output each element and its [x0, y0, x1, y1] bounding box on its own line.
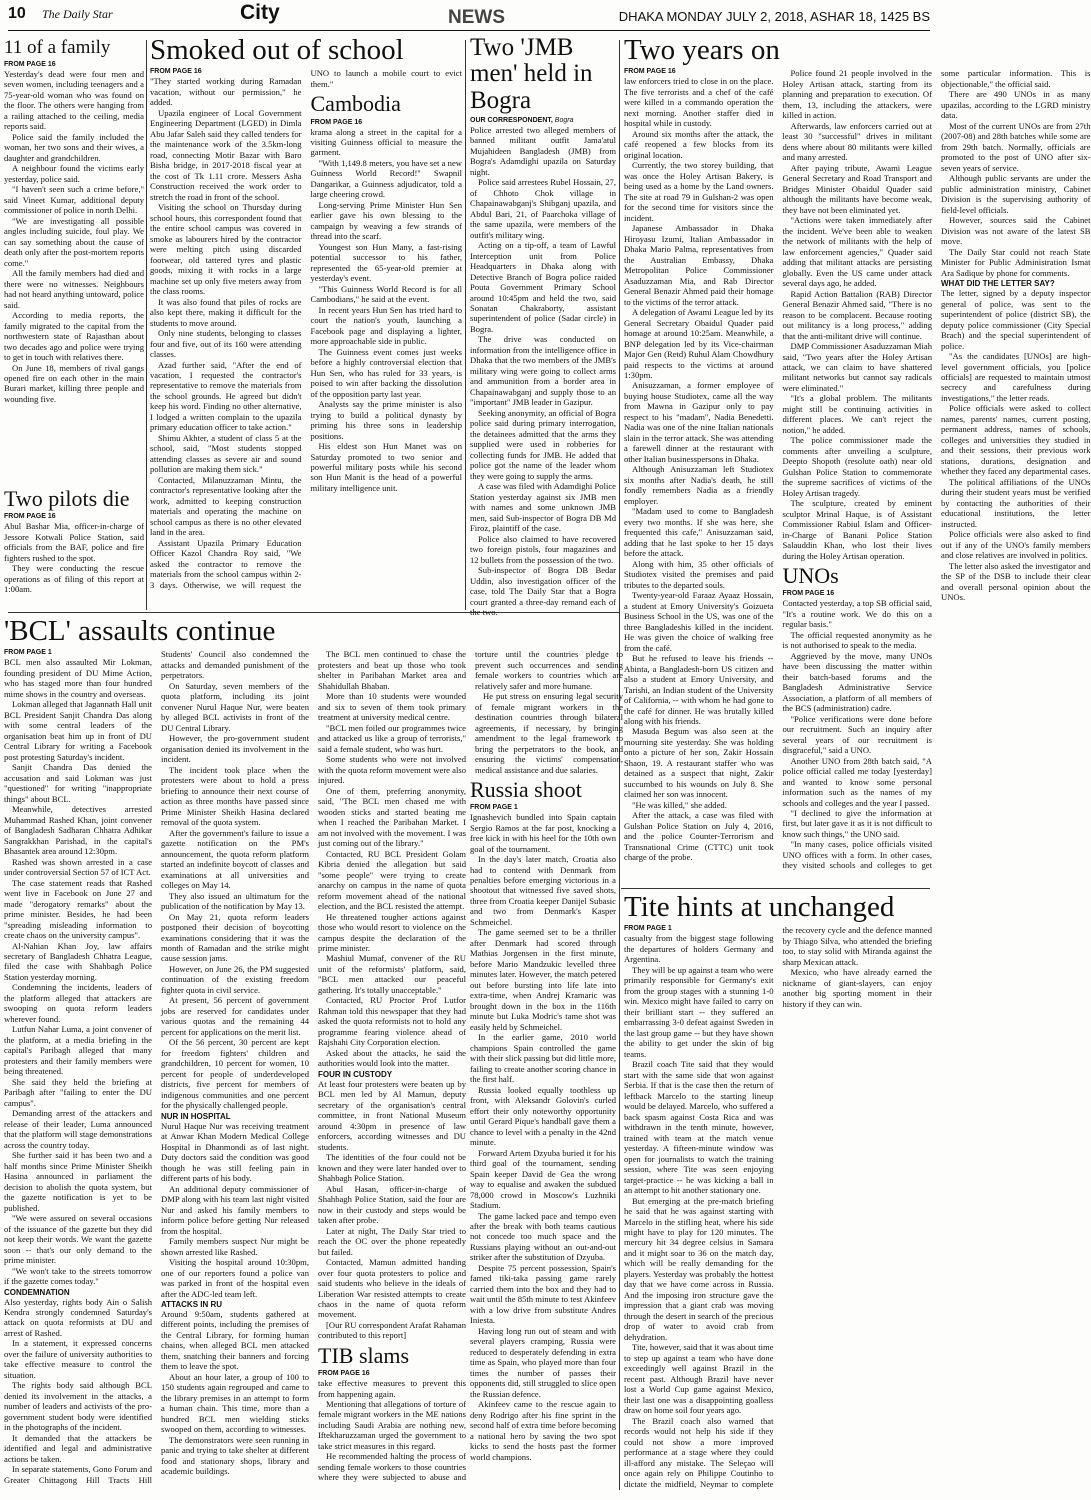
paragraph: Upazila engineer of Local Government Engineering Department (LGED) in Dimla Abu Jafar Saleh said they called tenders for the maintenance work of the 3.5km-long road, connecting Motir Bazar with Baro Bisha bridge, in 2017-2018 fiscal year at the cost of Tk 1.11 crore. Messers Asha Construction received the work order to stretch the road in front of the school.: [150, 107, 302, 202]
paragraph: Japanese Ambassador in Dhaka Hiroyasu Izumi, Italian Ambassador in Dhaka Mario Palma, representatives from the Australian Embassy, Dhaka Metropolitan Police Commissioner Asaduzzaman Mia, and Rab Director General Benazir Ahmed paid their homage to the victims of the terror attack.: [624, 223, 774, 307]
headline: Two pilots die: [4, 486, 130, 511]
paragraph: Family members suspect Nur might be shown arrested like Rashed.: [161, 1236, 309, 1257]
paragraph: Contacted, RU Proctor Prof Lutfor Rahman told this newspaper that they had asked the quota reformists not to hold any programme fearing violence ahead of Rajshahi City Corporation election.: [318, 995, 466, 1048]
subheading: WHAT DID THE LETTER SAY?: [941, 279, 1055, 289]
paragraph: Meanwhile, detectives arrested Muhammad Rashed Khan, joint convener of Bangladesh Sadharan Chhatra Adhikar Sangrakkhan Parishad, in the capital's Bhasantek area around 12:30pm.: [4, 804, 152, 857]
paragraph: DMP Commissioner Asaduzzaman Miah said, "Two years after the Holey Artisan attack, we can claim to have shattered militant networks but cannot say radicals were eliminated.": [782, 341, 932, 393]
paragraph: law enforcers tried to close in on the place. The five terrorists and a chef of the café were killed in a commando operation the next morning. Another staffer died in hospital while in custody.: [624, 76, 774, 129]
paragraph: About an hour later, a group of 100 to 150 students again regrouped and came to the library premises in an attempt to form a human chain. This time, more than a hundred BCL men wielding sticks swooped on them, according to witnesses.: [161, 1371, 309, 1435]
paragraph: The drive was conducted on information from the intelligence office in Dhaka that the two members of the JMB's military wing were going to collect arms and ammunition from a border area in Chapainawabganj and supply those to an "important" JMB leader in Gazipur.: [470, 334, 616, 408]
paragraph: Sanjit Chandra Das denied the accusation and said Lokman was just "questioned" for writing "inappropriate things" about BCL.: [4, 762, 152, 804]
paragraph: "In many cases, police officials visited UNO offices with a form. In other cases, they visited schools and colleges to get some particular information. This is objectionable," the official said.: [782, 68, 1091, 871]
paragraph: Currently, the two storey building, that was once the Holey Artisan Bakery, is being used as a home by the Land owners. The site at road 79 in Gulshan-2 was open for the second time for visitors since the incident.: [624, 160, 774, 223]
paragraph: Having long run out of steam and with several players cramping, Russia were reduced to desperately defending in extra time as Spain, who played more than four times the number of passes their opponents did, still struggled to slice open the Russian defence.: [470, 1325, 616, 1399]
paragraph: One of them, preferring anonymity, said, "The BCL men chased me with wooden sticks and started beating me when I reached the Paribahan Market. I am not involved with the movement. I was just coming out of the library.": [318, 785, 466, 849]
paragraph: "I haven't seen such a crime before," said Vineet Kumar, additional deputy commissioner of police in north Delhi.: [4, 184, 144, 216]
masthead: [8, 1, 930, 31]
paragraph: Rashed was shown arrested in a case under controversial Section 57 of ICT Act.: [4, 856, 152, 878]
paragraph: Only nine students, belonging to classes four and five, out of its 160 were attending classes.: [150, 328, 302, 360]
dateline: FROM PAGE 16: [318, 1370, 370, 1378]
paragraph: The identities of the four could not be known and they were later handed over to Shahbagh Police Station.: [318, 1152, 466, 1184]
paragraph: The case statement reads that Rashed went live in Facebook on June 27 and made "derogatory remarks" about the prime minister. Besides, he had been "spreading misleading information to create chaos on the university campus".: [4, 877, 152, 941]
paragraph: Condemning the incidents, leaders of the platform alleged that attackers are swooping on quota reform leaders wherever found.: [4, 982, 152, 1024]
paragraph: Masuda Begum was also seen at the mourning site yesterday. She was holding onto a picture of her son, Zakir Hossain Shaon, 19. A restaurant staffer who was detained as a suspect that night, Zakir succumbed to his wounds on July 8. She claimed her son was innocent.: [624, 726, 774, 800]
paragraph: On May 21, quota reform leaders postponed their decision of boycotting examinations considering that it was the month of Ramadan and the strike might cause session jams.: [161, 911, 309, 964]
paragraph: Tite, however, said that it was about time to step up against a team who have done exceedingly well against Brazil in the recent past. Although Brazil have never lost a World Cup game against Mexico, their last one was a disappointing goalless draw on home soil four years ago.: [624, 1342, 774, 1416]
paragraph: Police arrested two alleged members of banned militant outfit Jama'atul Mujahideen Bangladesh (JMB) from Bogra's Adamdighi upazila on Saturday night.: [470, 124, 616, 177]
paragraph: BCL men also assaulted Mir Lokman, founding president of DU Mime Action, who has staged more than four hundred mime shows in the country and overseas.: [4, 657, 152, 699]
paragraph: Later at night, The Daily Star tried to reach the OC over the phone repeatedly but failed.: [318, 1225, 466, 1257]
paragraph: Although Anisuzzaman left Studiotex six months after Nadia's death, he still fondly remembers Nadia as a friendly employer.: [624, 464, 774, 506]
story-tite-hints-at-unchanged: [624, 892, 932, 1494]
paragraph: Despite 75 percent possession, Spain's famed tiki-taka passing game rarely carried them into the box and they had to wait until the 85th minute to test Akinfeev with a low drive from substitute Andres Iniesta.: [470, 1262, 616, 1326]
paragraph: Mashiul Mumaf, convener of the RU unit of the reformists' platform, said, "BCL men attacked our peaceful gathering. It's totally unacceptable.": [318, 953, 466, 995]
dateline: FROM PAGE 16: [4, 513, 56, 521]
paragraph: But emerging at the pre-match briefing he said that he was against starting with Marcelo in the stifling heat, where his side might have to play for 120 minutes. The mercury hit 34 degree celsius in Samara and it might soar to 36 on the match day, which will be really demanding for the players. Yesterday was probably the hottest day that we have come across in Russia. And the imposing iron structure gave the impression that a giant crab was moving through the desert in search of the precious drop of water to avoid crab from dehydration.: [624, 1195, 774, 1342]
paragraph: Shimu Akhter, a student of class 5 at the school, said, "Most students stopped attending classes as severe air and sound pollution are making them sick.": [150, 432, 302, 475]
paragraph: "Police verifications were done before our recruitment. Such an inquiry after several years of our recruitment is disgraceful," said a UNO.: [782, 713, 932, 756]
paragraph: "They started working during Ramadan vacation, without our permission," he added.: [150, 76, 302, 108]
dateline: DHAKA MONDAY JULY 2, 2018, ASHAR 18, 1425 BS: [618, 9, 930, 24]
dateline: FROM PAGE 1: [4, 649, 52, 657]
paragraph: Most of the current UNOs are from 27th (2007-08) and 28th batches while some are from 29th batch. Normally, officials are promoted to the post of UNO after six-seven years of service.: [941, 120, 1091, 173]
paragraph: Mexico, who have already earned the nickname of giant-slayers, can enjoy another big sporting moment in their history if they can win.: [782, 967, 932, 1009]
section-title: City: [240, 1, 280, 24]
headline: Two 'JMB men' held in Bogra: [470, 34, 593, 114]
paragraph: More than 10 students were wounded and six to seven of them took primary treatment at university medical centre.: [318, 691, 466, 723]
paragraph: Rapid Action Battalion (RAB) Director General Benazir Ahmed said, "There is no reason to be complacent. Because rooting out militancy is a long process," adding that the anti-militant drive will continue.: [782, 288, 932, 341]
paragraph: krama along a street in the capital for a visiting Guinness official to measure the garment.: [310, 126, 462, 158]
story-body: [624, 68, 1091, 883]
paragraph: However, on June 26, the PM suggested continuation of the existing freedom fighter quota in civil service.: [161, 963, 309, 995]
paragraph: A delegation of Awami League led by its General Secretary Obaidul Quader paid homage at around 10:25am. Meanwhile, a BNP delegation led by its Vice-chairman Major Gen (Retd) Ruhul Alam Chowdhury paid respects to the victims at around 1:30pm.: [624, 307, 774, 380]
paragraph: Police officials were asked to collect names, parents' names, current posting, permanent address, names of schools, colleges and universities they studied in and their sessions, their previous work stations, durations, designation and whether they faced any departmental cases.: [941, 403, 1091, 477]
paragraph: At present, 56 percent of government jobs are reserved for candidates under various quotas and the remaining 44 percent for applications on the merit list.: [161, 995, 309, 1037]
paragraph: However, the pro-government student organisation denied its involvement in the incident.: [161, 733, 309, 765]
dateline: FROM PAGE 16: [310, 118, 363, 126]
paragraph: The Guinness event comes just weeks before a highly controversial election that Hun Sen, who has ruled for 33 years, is poised to win after backing the dissolution of the opposition party last year.: [310, 346, 462, 399]
paragraph: Contacted yesterday, a top SB official said, "It's a routine work. We do this on a regular basis.": [782, 598, 932, 630]
story-smoked-out-of-school: [150, 35, 462, 610]
paragraph: A neighbour found the victims early yesterday, police said.: [4, 163, 144, 184]
paragraph: Some students who were not involved with the quota reform movement were also injured.: [318, 754, 466, 786]
paragraph: "We are investigating all possible angles including suicide, foul play. We can say something about the cause of death only after the post-mortem reports come.": [4, 215, 144, 268]
paragraph: Yesterday's dead were four men and seven women, including teenagers and a 75-year-old woman who was found on the floor. The others were hanging from a railing attached to the ceiling, media reports said.: [4, 68, 144, 132]
paragraph: In a statement, it expressed concerns over the failure of university authorities to take effective measure to control the situation.: [4, 1338, 152, 1380]
headline: 'BCL' assaults continue: [4, 615, 276, 647]
paragraph: His eldest son Hun Manet was on Saturday promoted to two senior and powerful military posts while his second son Hun Manit is the head of a powerful military intelligence unit.: [310, 441, 462, 493]
paragraph: They were conducting the rescue operations as of filing of this report at 1:00am.: [4, 563, 144, 594]
paragraph: Brazil coach Tite said that they would start with the same side that won against Serbia. If that is the case then the return of leftback Marcelo to the starting lineup would be delayed. Marcelo, who suffered a back spasm against Costa Rica and was withdrawn in the tenth minute, however, trained with team at the match venue yesterday. A fifteen-minute window was open for journalists to watch the training session, where Tite was seen enjoying target-practice -- he was kicking a ball in an attempt to hit another stationary one.: [624, 1059, 774, 1196]
dateline: FROM PAGE 16: [624, 68, 676, 76]
paragraph: "I declined to give the information at first, but later gave it as it is not difficult to know such things," the UNO said.: [782, 807, 932, 839]
paragraph: It was also found that piles of rocks are also kept there, making it difficult for the students to move around.: [150, 296, 302, 328]
paragraph: Mentioning that allegations of torture of female migrant workers in the ME nations including Saudi Arabia are nothing new, Iftekharuzzaman urged the government to take strict measures in this regard.: [318, 1398, 466, 1451]
paragraph: After the attack, a case was filed with Gulshan Police Station on July 4, 2016, and the police Counter-Terrorism and Transnational Crime (CTTC) unit took charge of the probe.: [624, 810, 774, 863]
paragraph: Asked about the attacks, he said the authorities would look into the matter.: [318, 1047, 466, 1069]
news-label: NEWS: [448, 7, 505, 28]
paragraph: The game seemed set to be a thriller after Denmark had scored through Mathias Jorgensen in the first minute, before Mario Mandzukic levelled three minutes later. However, the match petered out before bursting into life late into extra-time, when Andrej Kramaric was brought down in the box in the 116th minute but Luka Modric's tame shot was easily held by Schmeichel.: [470, 927, 616, 1032]
paragraph: The demonstrators were seen running in panic and trying to take shelter at different food and stationary shops, library and academic buildings.: [161, 1434, 309, 1477]
paragraph: Around six months after the attack, the café reopened a few blocks from its original location.: [624, 128, 774, 160]
paragraph: Police found 21 people involved in the Holey Artisan attack, starting from its planning and preparation to execution. Of them, 13, including the attackers, were killed in action.: [782, 68, 932, 121]
paragraph: However, sources said the Cabinet Division was not aware of the latest SB move.: [941, 215, 1091, 247]
paragraph: Along with him, 35 other officials of Studiotex visited the premises and paid tributes to the departed souls.: [624, 558, 774, 590]
paragraph: She said they held the briefing at Paribagh after "failing to enter the DU campus".: [4, 1076, 152, 1108]
column-rule: [146, 40, 147, 610]
headline: Tite hints at unchanged: [624, 891, 895, 923]
paragraph: They also issued an ultimatum for the publication of the notification by May 13.: [161, 890, 309, 912]
paragraph: Abul Hasan, officer-in-charge of Shahbagh Police Station, said the four are now in their custody and steps would be taken after probe.: [318, 1183, 466, 1226]
paragraph: "It's a global problem. The militants might still be continuing activities in different places. We can't reject the notion," he added.: [782, 393, 932, 435]
paragraph: Al-Nahian Khan Joy, law affairs secretary of Bangladesh Chhatra League, filed the case with Shahbagh Police Station yesterday morning.: [4, 940, 152, 982]
subheading: NUR IN HOSPITAL: [161, 1111, 231, 1121]
paragraph: Of the 56 percent, 30 percent are kept for freedom fighters' children and grandchildren, 10 percent for women, 10 percent for people of underdeveloped districts, five percent for members of indigenous communities and one percent for the physically challenged people.: [161, 1037, 309, 1111]
paragraph: The rights body said although BCL denied its involvement in the attacks, a number of leaders and activists of the pro-government student body were identified in the photographs of the incident.: [4, 1380, 152, 1433]
subheading: CONDEMNATION: [4, 1287, 70, 1297]
story-two-years-on: [624, 34, 1091, 885]
paragraph: Contacted, Milanuzzaman Mintu, the contractor's representative looking after the work, admitted to keeping construction materials and operating the machine on school campus as there is no other elevated land in the area.: [150, 474, 302, 538]
paragraph: The Daily Star could not reach State Minister for Public Administration Ismat Ara Sadique by phone for comments.: [941, 246, 1091, 278]
paragraph: The letter, signed by a deputy inspector general of police, was sent to the superintendent of police (district SB), the deputy police commissioner (City Special Brach) and the special superintendent of police.: [941, 288, 1091, 351]
paragraph: Afterwards, law enforcers carried out at least 30 "successful" drives in militant dens where about 80 militants were killed and many arrested.: [782, 120, 932, 163]
dateline: FROM PAGE 16: [150, 68, 202, 76]
story-body: [4, 69, 144, 479]
paragraph: Analysts say the prime minister is also trying to build a political dynasty by priming his three sons in leadership positions.: [310, 399, 462, 441]
paragraph: All the family members had died and there were no witnesses. Neighbours had not heard anything untoward, police said.: [4, 268, 144, 310]
newspaper-logo: The Daily Star: [42, 7, 113, 21]
paragraph: Demanding arrest of the attackers and release of their leader, Luma announced that the platform will stage demonstrations across the country today.: [4, 1108, 152, 1150]
paragraph: Contacted, Mamun admitted handing over four quota protesters to police and said students who believe in the ideals of Liberation War resisted attempts to create chaos in the name of quota reform movement.: [318, 1257, 466, 1320]
headline: Cambodia: [310, 91, 401, 117]
paragraph: He put stress on ensuring legal security of female migrant workers in the destination countries through bilateral agreements, if necessary, by bringing amendment to the legal framework to bring the perpetrators to the book, and ensuring the victims' compensation, medical assistance and due salaries.: [475, 691, 623, 775]
headline: 11 of a family: [4, 37, 111, 58]
paragraph: "Madam used to come to Bangladesh every two months. If she was here, she frequented this cafe," Anisuzzaman said, adding that he last spoke to her 15 days before the attack.: [624, 506, 774, 559]
headline: UNOs: [782, 563, 839, 589]
paragraph: Azad further said, "After the end of vacation, I requested the contractor's representative to remove the materials from the school grounds. He agreed but didn't keep his word. Finding no other alternative, I lodged a written complain to the upazila primary education officer to take action.": [150, 359, 302, 433]
paragraph: According to media reports, the family migrated to the capital from the northwestern state of Rajasthan about two decades ago and police were trying to get in touch with relatives there.: [4, 310, 144, 363]
paragraph: Lokman alleged that Jagannath Hall unit BCL President Sanjit Chandra Das along with some central leaders of the organisation beat him up in front of DU Central Library for writing a Facebook post protesting Saturday's incident.: [4, 699, 152, 762]
paragraph: Although public servants are under the public administration ministry, Cabinet Division is the supervising authority of field-level officials.: [941, 173, 1091, 215]
dateline: FROM PAGE 16: [4, 60, 56, 68]
paragraph: On Saturday, seven members of the quota platform, including its joint convener Nurul Haque Nur, were beaten by alleged BCL activists in front of the DU Central Library.: [161, 680, 309, 733]
paragraph: Contacted, RU BCL President Golam Kibria denied the allegation but said "some people" were trying to create anarchy on campus in the name of quota reform movement ahead of the national election, and the BCL resisted the attempt.: [318, 848, 466, 912]
section-rule: [621, 888, 930, 889]
story-11-of-a-family: [4, 38, 144, 488]
paragraph: Police officials were also asked to find out if any of the UNO's family members and close relatives are involved in politics.: [941, 529, 1091, 561]
paragraph: The police commissioner made the comments after unveiling a sculpture, Deepto Shopoth (resolute oath) near old Gulshan Police Station to commemorate the supreme sacrifices of victims of the Holey Artisan tragedy.: [782, 435, 932, 498]
paragraph: "As the candidates [UNOs] are high-level government officials, you [police officials] are requested to maintain utmost secrecy and carefulness during investigations," the letter reads.: [941, 351, 1091, 403]
paragraph: Anisuzzaman, a former employee of buying house Studiotex, came all the way from Mawna in Gazipur only to pay respect to his "madam", Nadia Benedetti. Nadia was one of the nine Italian nationals slain in the terror attack. She was attending a farewell dinner at the restaurant with other Italian businesspersons in Dhaka.: [624, 380, 774, 464]
story-russia-shoot: [470, 778, 616, 1493]
paragraph: Acting on a tip-off, a team of Lawful Interception unit from Police Headquarters in Dhaka along with Detective Branch of Bogra police raided Pouta Government Primary School around 10:45pm and held the two, said Sonatan Chakraborty, assistant superintendent of police (Sadar circle) in Bogra.: [470, 240, 616, 334]
paragraph: In the day's later match, Croatia also had to contend with Denmark from penalties before emerging victorious in a shootout that witnessed five saved shots, three from Croatia keeper Danijel Subasic and two from Denmark's Kasper Schmeichel.: [470, 854, 616, 927]
paragraph: In separate statements, Gono Forum and Greater Chittagong Hill Tracts Hill Students' Council also condemned the attacks and demanded punishment of the perpetrators.: [4, 649, 309, 1485]
column-rule: [465, 40, 466, 610]
paragraph: A case was filed with Adamdighi Police Station yesterday against six JMB men with names and some unknown JMB men, said Sub-inspector of Bogra DB Md Firoz, plaintiff of the case.: [470, 481, 616, 534]
headline: Russia shoot: [470, 777, 582, 802]
paragraph: Forward Artem Dzyuba buried it for his third goal of the tournament, sending Spain keeper David de Gea the wrong way to equalise and awaken the subdued 78,000 crowd in Moscow's Luzhniki Stadium.: [470, 1147, 616, 1211]
paragraph: Russia looked equally toothless up front, with Aleksandr Golovin's curled effort their only noteworthy opportunity until Gerard Pique's handball gave them a chance to level with a penalty in the 42nd minute.: [470, 1084, 616, 1148]
paragraph: Assistant Upazila Primary Education Officer Kazol Chandra Roy said, "We asked the contractor to remove the materials from the school campus within 2-3 days. Otherwise, we will request the UNO to launch a mobile court to evict them.": [150, 68, 462, 590]
paragraph: But he refused to leave his friends -- Abinta, a Bangladesh-born US citizen and also a student at Emory University, and Tarishi, an Indian student of the University of California, -- with whom he had gone to the café for dinner. He was brutally killed along with his friends.: [624, 653, 774, 726]
page-number: 10: [8, 5, 26, 22]
paragraph: Twenty-year-old Faraaz Ayaaz Hossain, a student at Emory University's Goizueta Business School in the US, was one of the three Bangladeshis killed in the incident. He was given the choice of walking free from the café.: [624, 590, 774, 653]
paragraph: Akinfeev came to the rescue again to deny Rodrigo after his fine sprint in the second half of extra time before becoming a national hero by saving the two spot kicks to send the hosts past the former world champions.: [470, 1399, 616, 1462]
story-two-pilots-die: [4, 487, 144, 609]
paragraph: She further said it has been two and a half months since Prime Minister Sheikh Hasina announced in parliament the decision to abolish the quota system, but the gazette notification is yet to be published.: [4, 1150, 152, 1213]
paragraph: The BCL men continued to chase the protesters and beat up those who took shelter in Paribahan Market area and Shahidullah Bhaban.: [318, 649, 466, 691]
paragraph: Visiting the school on Thursday during school hours, this correspondent found that the entire school campus was covered in smoke as labourers hired by the contractor were melting pitch using discarded footwear, old tattered tyres and plastic goods, mixing it with rocks in a large machine set up only five meters away from the class rooms.: [150, 202, 302, 297]
paragraph: Lutfun Nahar Luma, a joint convener of the platform, at a media briefing in the capital's Paribagh alleged that many protesters and their family members were being threatened.: [4, 1024, 152, 1077]
paragraph: In the earlier game, 2010 world champions Spain controlled the game with their slick passing but did little more, failing to create another scoring chance in the first half.: [470, 1032, 616, 1085]
paragraph: The official requested anonymity as he is not authorised to speak to the media.: [782, 629, 932, 651]
paragraph: Sub-inspector of Bogra DB Bedar Uddin, also investigation officer of the case, told The Daily Star that a Bogra court granted a three-day remand each of the two.: [470, 565, 616, 618]
paragraph: The incident took place when the protesters were about to hold a press briefing to announce their next course of action as three months have passed since Prime Minister Sheikh Hasina declared removal of the quota system.: [161, 764, 309, 828]
paragraph: [Our RU correspondent Arafat Rahaman contributed to this report]: [318, 1319, 466, 1341]
paragraph: "We were assured on several occasions of the issuance of the gazette but they did not keep their words. We want the gazette soon -- that's our only demand to the prime minister.: [4, 1213, 152, 1266]
story-body: [470, 812, 616, 1492]
paragraph: Another UNO from 28th batch said, "A police official called me today [yesterday] and wanted to know some personal information such as the names of my schools and colleges and the year I passed.: [782, 755, 932, 808]
paragraph: On June 18, members of rival gangs opened fire on each other in the main Burari market, killing three people and wounding five.: [4, 362, 144, 404]
paragraph: Around 9:50am, students gathered at different points, including the premises of the Central Library, for forming human chains, when alleged BCL men attacked them, snatching their banners and forcing them to leave the spot.: [161, 1308, 309, 1372]
paragraph: In recent years Hun Sen has tried hard to court the nation's youth, launching a Facebook page and displaying a lighter, more approachable side in public.: [310, 304, 462, 347]
paragraph: They will be up against a team who were primarily responsible for Germany's exit from the group stages with a stunning 1-0 win. Mexico might have failed to carry on their brilliant start -- they suffered an embarrassing 3-0 defeat against Sweden in the last group game -- but they have shown the ability to get under the skin of big teams.: [624, 964, 774, 1059]
paragraph: Aggrieved by the move, many UNOs have been discussing the matter within their batch-based forums and the Bangladesh Administrative Service Association, a platform of all members of the BCS (administration) cadre.: [782, 650, 932, 714]
paragraph: An additional deputy commissioner of DMP along with his team last night visited Nur and asked his family members to inform police before getting Nur released from the hospital.: [161, 1183, 309, 1236]
story-body: [624, 925, 932, 1490]
paragraph: "With 1,149.8 meters, you have set a new Guinness World Record!" Swapnil Dangarikar, a Guinness adjudicator, told a large cheering crowd.: [310, 157, 462, 200]
paragraph: Youngest son Hun Many, a fast-rising potential successor to his father, represented the 65-year-old premier at yesterday's event.: [310, 241, 462, 284]
paragraph: "This Guinness World Record is for all Cambodians," he said at the event.: [310, 283, 462, 305]
story-body: [150, 68, 462, 608]
paragraph: The Brazil coach also warned that records would not help his side if they could not show a more improved performance at a stage where they could ill-afford any mistake. The Seleçao will once again rely on Philippe Coutinho to dictate the midfield, Neymar to complete the recovery cycle and the defence manned by Thiago Silva, who attended the briefing too, to stay solid with Miranda against the sharp Mexican attack.: [624, 925, 932, 1489]
paragraph: He recommended halting the process of sending female workers to those countries where they were subjected to abuse and torture until the countries pledge to prevent such occurrences and sending female workers to countries which are relatively safer and more humane.: [318, 649, 623, 1483]
dateline: FROM PAGE 16: [782, 590, 835, 598]
paragraph: It demanded that the attackers be identified and legal and administrative actions be taken.: [4, 1432, 152, 1464]
paragraph: Seeking anonymity, an official of Bogra police said during primary interrogation, the detainees admitted that the arms they supplied were used in robberies for collecting funds for JMB. He added that police got the name of the leader whom they were going to supply the arms.: [470, 407, 616, 481]
paragraph: "Actions were taken immediately after the incident. We've been able to weaken the network of militants with the help of law enforcement agencies," Quader said adding that militant attacks are persisting globally. Even the US came under attack several days ago, he added.: [782, 215, 932, 289]
paragraph: After the government's failure to issue a gazette notification on the PM's announcement, the quota reform platform started an indefinite boycott of classes and examinations at all universities and colleges on May 14.: [161, 827, 309, 891]
paragraph: casualty from the biggest stage following the departures of holders Germany and Argentina.: [624, 933, 774, 965]
subheading: ATTACKS IN RU: [161, 1299, 223, 1309]
story-body: [4, 521, 144, 601]
paragraph: The sculpture, created by eminent sculptor Mrinal Haque, is of Assistant Commissioner Rabiul Islam and Officer-in-Charge of Banani Police Station Salauddin Khan, who lost their lives during the Holey Artisan operation.: [782, 498, 932, 561]
paragraph: After paying tribute, Awami League General Secretary and Road Transport and Bridges Minister Obaidul Quader said although the militants have become weak, they have not been eliminated yet.: [782, 162, 932, 215]
paragraph: Visiting the hospital around 10:30pm, one of our reporters found a police van was parked in front of the hospital even after the ADC-led team left.: [161, 1257, 309, 1299]
paragraph: Also yesterday, rights body Ain o Salish Kendra strongly condemned Saturday's attack on quota reformists at DU and arrest of Rashed.: [4, 1296, 152, 1338]
paragraph: The letter also asked the investigator and the SP of the DSB to include their clear and overall personal opinion about the UNOs.: [941, 560, 1091, 603]
paragraph: At least four protesters were beaten up by BCL men led by Al Mamun, deputy secretary of the organisation's central committee, in front National Museum around 4:30pm in presence of law enforcers, according witnesses and DU students.: [318, 1078, 466, 1152]
headline: TIB slams: [318, 1342, 410, 1368]
paragraph: Abul Bashar Mia, officer-in-charge of Jessore Kotwali Police Station, said officials from the BAF, police and fire fighters rushed to the spot.: [4, 521, 144, 563]
paragraph: Long-serving Prime Minister Hun Sen earlier gave his own blessing to the campaign by weaving a few strands of thread into the scarf.: [310, 199, 462, 242]
subheading: FOUR IN CUSTODY: [318, 1069, 393, 1079]
paragraph: He threatened tougher actions against those who would resort to violence on the campus despite the declaration of the prime minister.: [318, 911, 466, 953]
paragraph: Police also claimed to have recovered two foreign pistols, four magazines and 12 bullets from the possession of the two.: [470, 533, 616, 565]
paragraph: take effective measures to prevent this from happening again.: [318, 1378, 466, 1399]
paragraph: "BCL men foiled our programmes twice and attacked us like a group of terrorists," said a female student, who was hurt.: [318, 722, 466, 754]
headline: Smoked out of school: [150, 34, 404, 66]
paragraph: Police said arrestees Rubel Hossain, 27, of Chhoto Chok village in Chapainawabganj's Shibganj upazila, and Abdul Bari, 21, of Paarchoka village of the same upazila, were members of the outfit's military wing.: [470, 177, 616, 240]
paragraph: The political affiliations of the UNOs during their student years must be verified by contacting the authorities of their educational institutions, the letter instructed.: [941, 476, 1091, 529]
paragraph: "We won't take to the streets tomorrow if the gazette comes today.": [4, 1265, 152, 1287]
paragraph: "He was killed," she added.: [632, 799, 727, 810]
headline: Two years on: [624, 34, 780, 66]
dateline: FROM PAGE 1: [470, 804, 518, 812]
dateline: FROM PAGE 1: [624, 925, 672, 933]
paragraph: The game lacked pace and tempo even after the break with both teams cautious not concede too much space and the Russians playing without an out-and-out striker after the substitution of Dzyuba.: [470, 1210, 616, 1263]
paragraph: Police said the family included the woman, her two sons and their wives, a daughter and grandchildren.: [4, 131, 144, 163]
dateline: OUR CORRESPONDENT, Bogra: [470, 116, 574, 124]
paragraph: Ignashevich bundled into Spain captain Sergio Ramos at the far post, knocking a free kick in with his heel for the 10th own goal of the tournament.: [470, 812, 616, 854]
paragraph: Nurul Haque Nur was receiving treatment at Anwar Khan Modern Medical College Hospital in Dhanmondi as of last night. Duty doctors said the condition was good though he was still feeling pain in different parts of his body.: [161, 1120, 309, 1184]
paragraph: There are 490 UNOs in as many upazilas, according to the LGRD ministry data.: [941, 89, 1091, 121]
